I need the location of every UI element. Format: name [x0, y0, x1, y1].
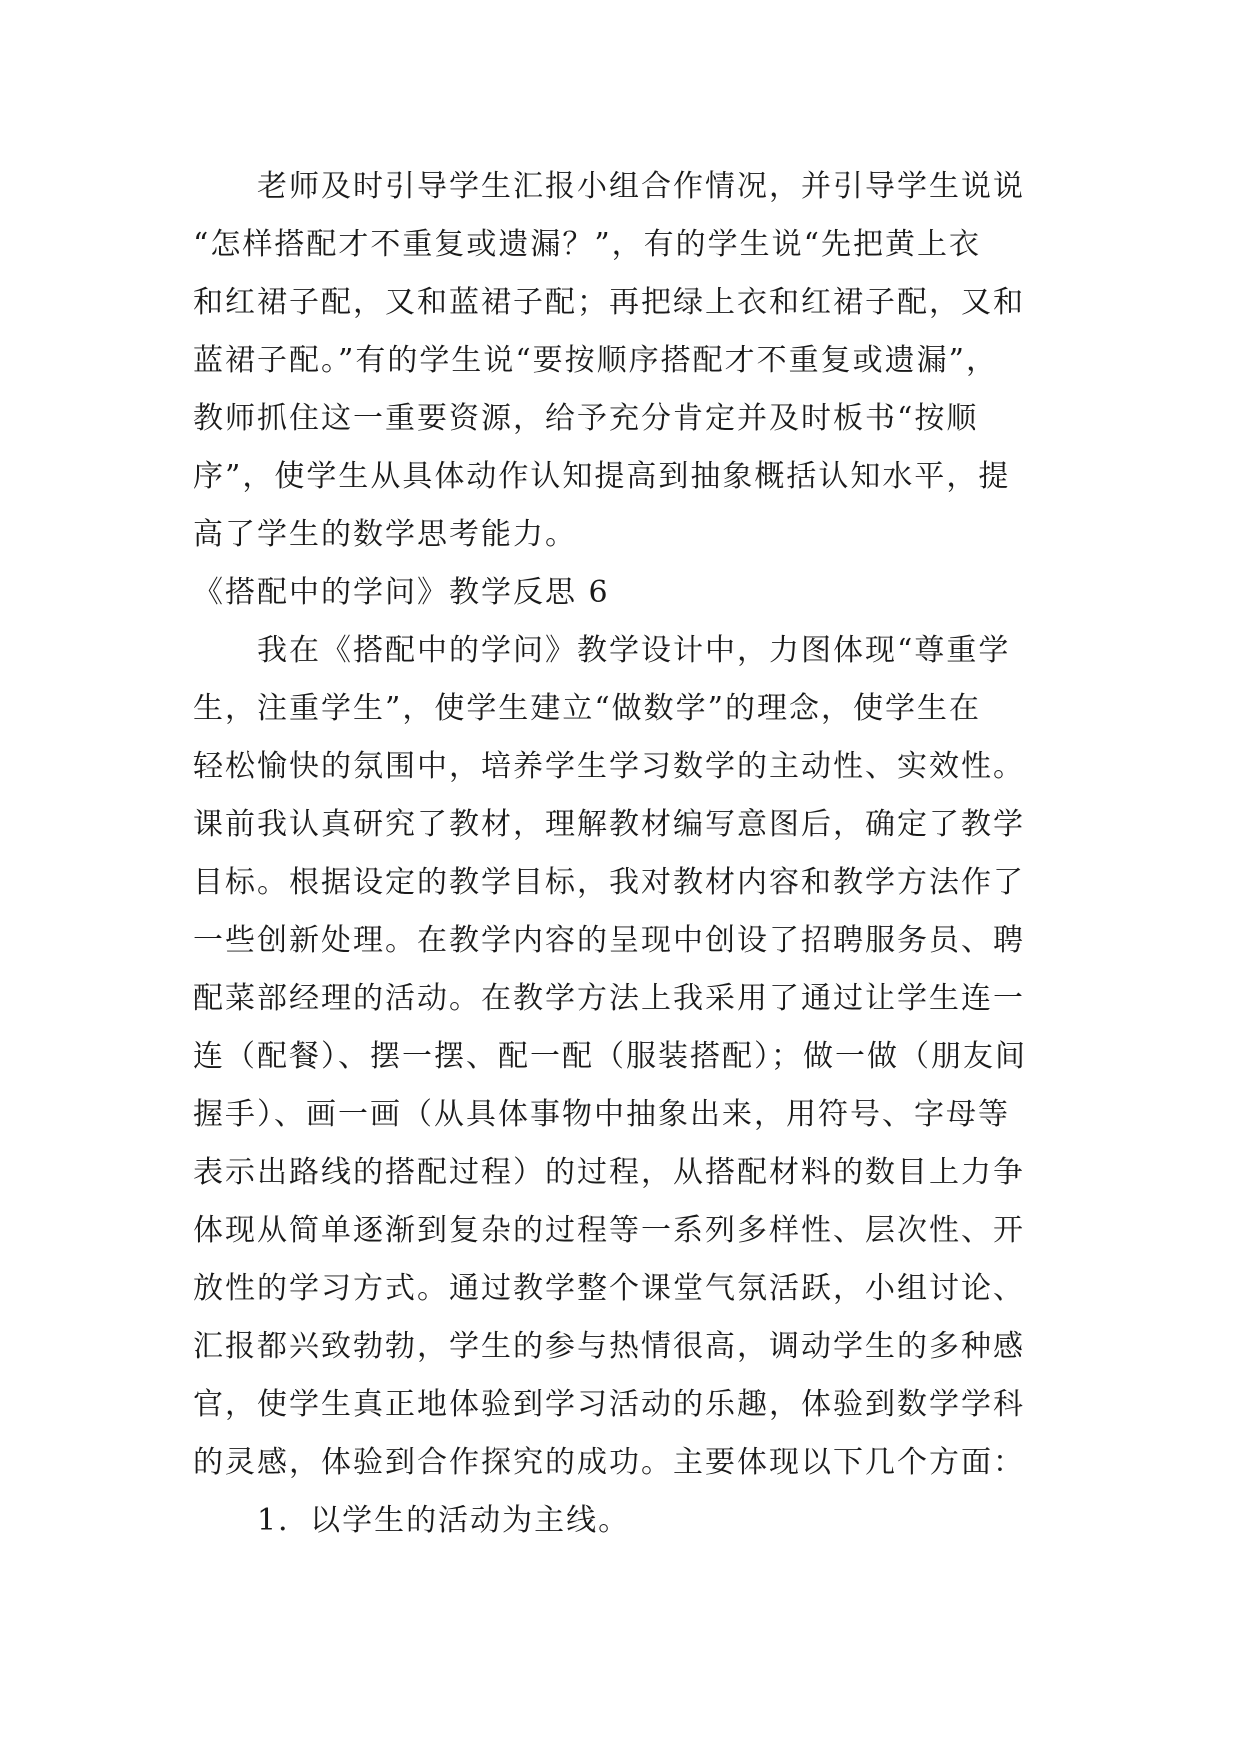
- text-line: 汇报都兴致勃勃，学生的参与热情很高，调动学生的多种感: [193, 1329, 1025, 1364]
- text-line: 放性的学习方式。通过教学整个课堂气氛活跃，小组讨论、: [193, 1271, 1025, 1306]
- text-line: 序”，使学生从具体动作认知提高到抽象概括认知水平，提: [193, 459, 1011, 494]
- text-line: 配菜部经理的活动。在教学方法上我采用了通过让学生连一: [193, 981, 1025, 1016]
- text-line: 蓝裙子配。”有的学生说“要按顺序搭配才不重复或遗漏”，: [193, 343, 999, 378]
- paragraph-2: [193, 622, 1055, 1492]
- text-line: 的灵感，体验到合作探究的成功。主要体现以下几个方面：: [193, 1445, 1025, 1480]
- text-line: 体现从简单逐渐到复杂的过程等一系列多样性、层次性、开: [193, 1213, 1025, 1248]
- text-line: 表示出路线的搭配过程）的过程，从搭配材料的数目上力争: [193, 1155, 1025, 1190]
- section-heading: 《搭配中的学问》教学反思 6: [193, 575, 610, 610]
- text-line: 我在《搭配中的学问》教学设计中，力图体现“尊重学: [257, 633, 1011, 668]
- text-line: 官，使学生真正地体验到学习活动的乐趣，体验到数学学科: [193, 1387, 1025, 1422]
- text-line: “怎样搭配才不重复或遗漏？”，有的学生说“先把黄上衣: [193, 227, 982, 262]
- text-line: 一些创新处理。在教学内容的呈现中创设了招聘服务员、聘: [193, 923, 1025, 958]
- text-line: 和红裙子配，又和蓝裙子配；再把绿上衣和红裙子配，又和: [193, 285, 1025, 320]
- text-line: 生，注重学生”，使学生建立“做数学”的理念，使学生在: [193, 691, 982, 726]
- paragraph-1: [193, 158, 1055, 564]
- text-line: 握手）、画一画（从具体事物中抽象出来，用符号、字母等: [193, 1097, 1010, 1132]
- text-line: 目标。根据设定的教学目标，我对教材内容和教学方法作了: [193, 865, 1025, 900]
- text-line: 老师及时引导学生汇报小组合作情况，并引导学生说说: [257, 169, 1025, 204]
- text-line: 教师抓住这一重要资源，给予充分肯定并及时板书“按顺: [193, 401, 979, 436]
- document-page: [193, 158, 1055, 1550]
- text-line: 高了学生的数学思考能力。: [193, 517, 577, 552]
- text-line: 课前我认真研究了教材，理解教材编写意图后，确定了教学: [193, 807, 1025, 842]
- list-item: 1．以学生的活动为主线。: [257, 1503, 631, 1538]
- text-line: 连（配餐）、摆一摆、配一配（服装搭配）；做一做（朋友间: [193, 1039, 1027, 1074]
- text-line: 轻松愉快的氛围中，培养学生学习数学的主动性、实效性。: [193, 749, 1025, 784]
